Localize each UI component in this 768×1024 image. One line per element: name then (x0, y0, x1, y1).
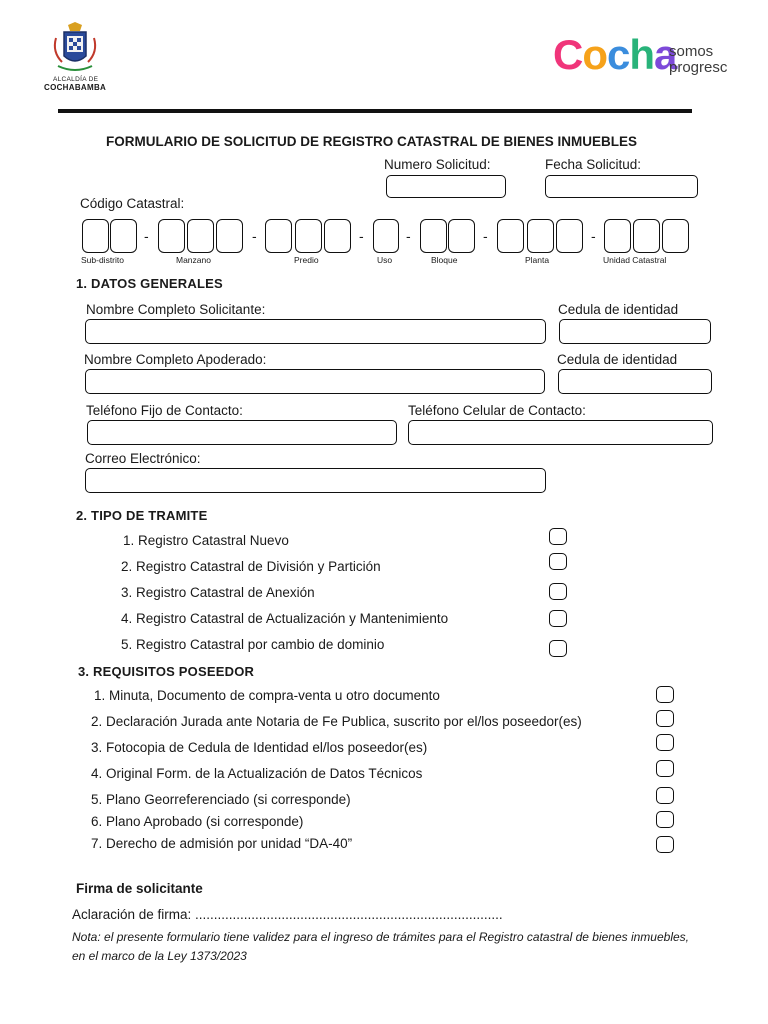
ci-solicitante-label: Cedula de identidad (558, 302, 679, 317)
requisito-checkbox-6[interactable] (656, 811, 674, 828)
codigo-separator: - (144, 228, 149, 244)
municipality-city: COCHABAMBA (44, 83, 107, 92)
correo-field[interactable] (85, 468, 546, 493)
ci-apoderado-label: Cedula de identidad (557, 352, 678, 367)
codigo-planta-box-3[interactable] (556, 219, 583, 253)
codigo-separator: - (483, 228, 488, 244)
segment-label-subdistrito: Sub-distrito (81, 255, 124, 265)
legal-note: Nota: el presente formulario tiene validez para el ingreso de trámites para el Registro catastral de bienes inmuebles, en el marco de la Ley 1373/2023 (72, 930, 689, 963)
codigo-predio-box-3[interactable] (324, 219, 351, 253)
tramite-checkbox-5[interactable] (549, 640, 567, 657)
header-rule (58, 109, 692, 113)
requisito-label: 3. Fotocopia de Cedula de Identidad el/los poseedor(es) (91, 740, 428, 755)
segment-label-predio: Predio (294, 255, 319, 265)
numero-solicitud-field[interactable] (386, 175, 506, 198)
codigo-separator: - (406, 228, 411, 244)
tramite-checkbox-4[interactable] (549, 610, 567, 627)
codigo-manzano-box-2[interactable] (187, 219, 214, 253)
telefono-celular-label: Teléfono Celular de Contacto: (408, 403, 586, 418)
ci-apoderado-field[interactable] (558, 369, 712, 394)
codigo-subdistrito-box-2[interactable] (110, 219, 137, 253)
segment-label-bloque: Bloque (431, 255, 458, 265)
codigo-unidad-box-1[interactable] (604, 219, 631, 253)
section-heading-requisitos: 3. REQUISITOS POSEEDOR (78, 664, 255, 679)
telefono-fijo-field[interactable] (87, 420, 397, 445)
form-title: FORMULARIO DE SOLICITUD DE REGISTRO CATASTRAL DE BIENES INMUEBLES (106, 134, 638, 149)
coat-of-arms-logo (50, 22, 100, 78)
codigo-planta-box-1[interactable] (497, 219, 524, 253)
tramite-checkbox-3[interactable] (549, 583, 567, 600)
solicitante-label: Nombre Completo Solicitante: (86, 302, 266, 317)
segment-label-uso: Uso (377, 255, 393, 265)
brand-tagline-2: progresc (669, 59, 728, 76)
tramite-checkbox-2[interactable] (549, 553, 567, 570)
codigo-bloque-box-1[interactable] (420, 219, 447, 253)
codigo-manzano-box-1[interactable] (158, 219, 185, 253)
brand-tagline-1: somos (669, 43, 714, 60)
tramite-checkbox-1[interactable] (549, 528, 567, 545)
codigo-planta-box-2[interactable] (527, 219, 554, 253)
codigo-catastral-label: Código Catastral: (80, 196, 185, 211)
ci-solicitante-field[interactable] (559, 319, 711, 344)
fecha-solicitud-label: Fecha Solicitud: (545, 157, 642, 172)
requisito-label: 2. Declaración Jurada ante Notaria de Fe Publica, suscrito por el/los poseedor(es) (91, 714, 582, 729)
tramite-option-label: 2. Registro Catastral de División y Partición (121, 559, 381, 574)
segment-label-manzano: Manzano (176, 255, 211, 265)
requisito-label: 1. Minuta, Documento de compra-venta u otro documento (94, 688, 440, 703)
requisito-label: 6. Plano Aprobado (si corresponde) (91, 814, 304, 829)
tramite-option-label: 4. Registro Catastral de Actualización y Mantenimiento (121, 611, 449, 626)
codigo-manzano-box-3[interactable] (216, 219, 243, 253)
tramite-option-label: 5. Registro Catastral por cambio de dominio (121, 637, 385, 652)
firma-heading: Firma de solicitante (76, 881, 203, 896)
codigo-bloque-box-2[interactable] (448, 219, 475, 253)
requisito-checkbox-5[interactable] (656, 787, 674, 804)
requisito-checkbox-1[interactable] (656, 686, 674, 703)
codigo-separator: - (591, 228, 596, 244)
codigo-unidad-box-3[interactable] (662, 219, 689, 253)
telefono-fijo-label: Teléfono Fijo de Contacto: (86, 403, 243, 418)
requisito-label: 4. Original Form. de la Actualización de Datos Técnicos (91, 766, 423, 781)
codigo-unidad-box-2[interactable] (633, 219, 660, 253)
requisito-checkbox-4[interactable] (656, 760, 674, 777)
codigo-separator: - (252, 228, 257, 244)
section-heading-datos-generales: 1. DATOS GENERALES (76, 276, 223, 291)
correo-label: Correo Electrónico: (85, 451, 201, 466)
tramite-option-label: 3. Registro Catastral de Anexión (121, 585, 315, 600)
codigo-predio-box-1[interactable] (265, 219, 292, 253)
solicitante-field[interactable] (85, 319, 546, 344)
section-heading-tipo-tramite: 2. TIPO DE TRAMITE (76, 508, 208, 523)
requisito-checkbox-2[interactable] (656, 710, 674, 727)
segment-label-planta: Planta (525, 255, 550, 265)
municipality-name: ALCALDÍA DE (53, 76, 99, 83)
fecha-solicitud-field[interactable] (545, 175, 698, 198)
requisito-label: 7. Derecho de admisión por unidad “DA-40” (91, 836, 353, 851)
aclaracion-firma-line[interactable]: Aclaración de firma: .................................................................................. (72, 907, 503, 922)
cocha-brand-logo: Cocha (553, 31, 677, 78)
codigo-uso-box[interactable] (373, 219, 399, 253)
tramite-option-label: 1. Registro Catastral Nuevo (123, 533, 289, 548)
codigo-predio-box-2[interactable] (295, 219, 322, 253)
codigo-subdistrito-box-1[interactable] (82, 219, 109, 253)
codigo-separator: - (359, 228, 364, 244)
telefono-celular-field[interactable] (408, 420, 713, 445)
requisito-checkbox-3[interactable] (656, 734, 674, 751)
segment-label-unidad: Unidad Catastral (603, 255, 667, 265)
requisito-label: 5. Plano Georreferenciado (si corresponde) (91, 792, 351, 807)
numero-solicitud-label: Numero Solicitud: (384, 157, 491, 172)
requisito-checkbox-7[interactable] (656, 836, 674, 853)
apoderado-label: Nombre Completo Apoderado: (84, 352, 267, 367)
apoderado-field[interactable] (85, 369, 545, 394)
